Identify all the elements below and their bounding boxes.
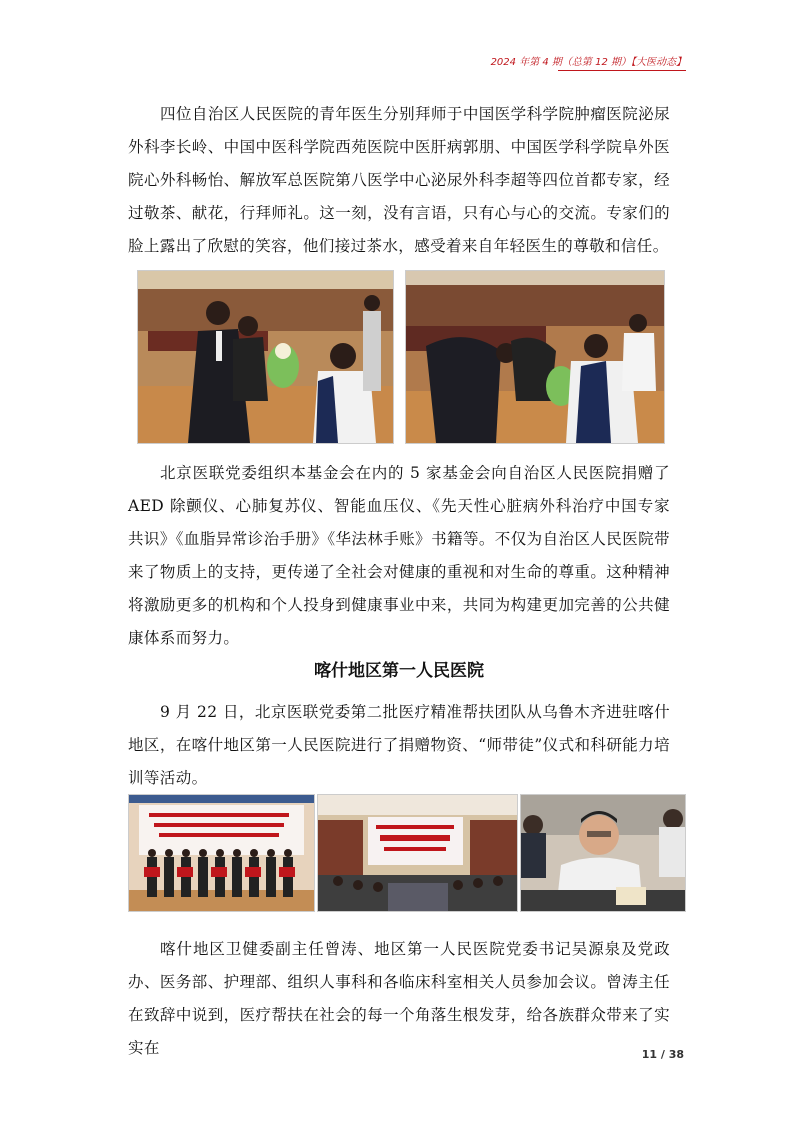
paragraph-kashgar-meeting: 喀什地区卫健委副主任曾涛、地区第一人民医院党委书记吴源泉及党政办、医务部、护理部、组织人事科和各临床科室相关人员参加会议。曾涛主任在致辞中说到，医疗帮扶在社会的每一个角落生根发芽，给各族群众带来了实实在 xyxy=(128,940,670,1057)
photo-conference-room xyxy=(317,794,518,912)
paragraph-kashgar-arrival: 9 月 22 日，北京医联党委第二批医疗精准帮扶团队从乌鲁木齐进驻喀什地区，在喀什地区第一人民医院进行了捐赠物资、“师带徒”仪式和科研能力培训等活动。 xyxy=(128,703,670,787)
header-underline xyxy=(558,70,686,71)
photo-bowing-ceremony xyxy=(405,270,665,444)
issue-header: 2024 年第 4 期（总第 12 期）【大医动态】 xyxy=(490,57,686,68)
paragraph-apprentice-ceremony: 四位自治区人民医院的青年医生分别拜师于中国医学科学院肿瘤医院泌尿外科李长岭、中国中医科学院西苑医院中医肝病郭朋、中国医学科学院阜外医院心外科畅怡、解放军总医院第八医学中心泌尿外科李超等四位首都专家，经过敬茶、献花，行拜师礼。这一刻，没有言语，只有心与心的交流。专家们的脸上露出了欣慰的笑容，他们接过茶水，感受着来自年轻医生的尊敬和信任。 xyxy=(128,105,670,255)
photo-speaker xyxy=(520,794,686,912)
paragraph-donation: 北京医联党委组织本基金会在内的 5 家基金会向自治区人民医院捐赠了 AED 除颤仪、心肺复苏仪、智能血压仪、《先天性心脏病外科治疗中国专家共识》《血脂异常诊治手册》《华法林手账》书籍等。不仅为自治区人民医院带来了物质上的支持，更传递了全社会对健康的重视和对生命的尊重。这种精神将激励更多的机构和个人投身到健康事业中来，共同为构建更加完善的公共健康体系而努力。 xyxy=(128,464,670,647)
photo-donation-group xyxy=(128,794,315,912)
photo-flower-presentation xyxy=(137,270,394,444)
section-title-kashgar: 喀什地区第一人民医院 xyxy=(314,661,484,681)
page-number: 11 / 38 xyxy=(641,1048,684,1061)
